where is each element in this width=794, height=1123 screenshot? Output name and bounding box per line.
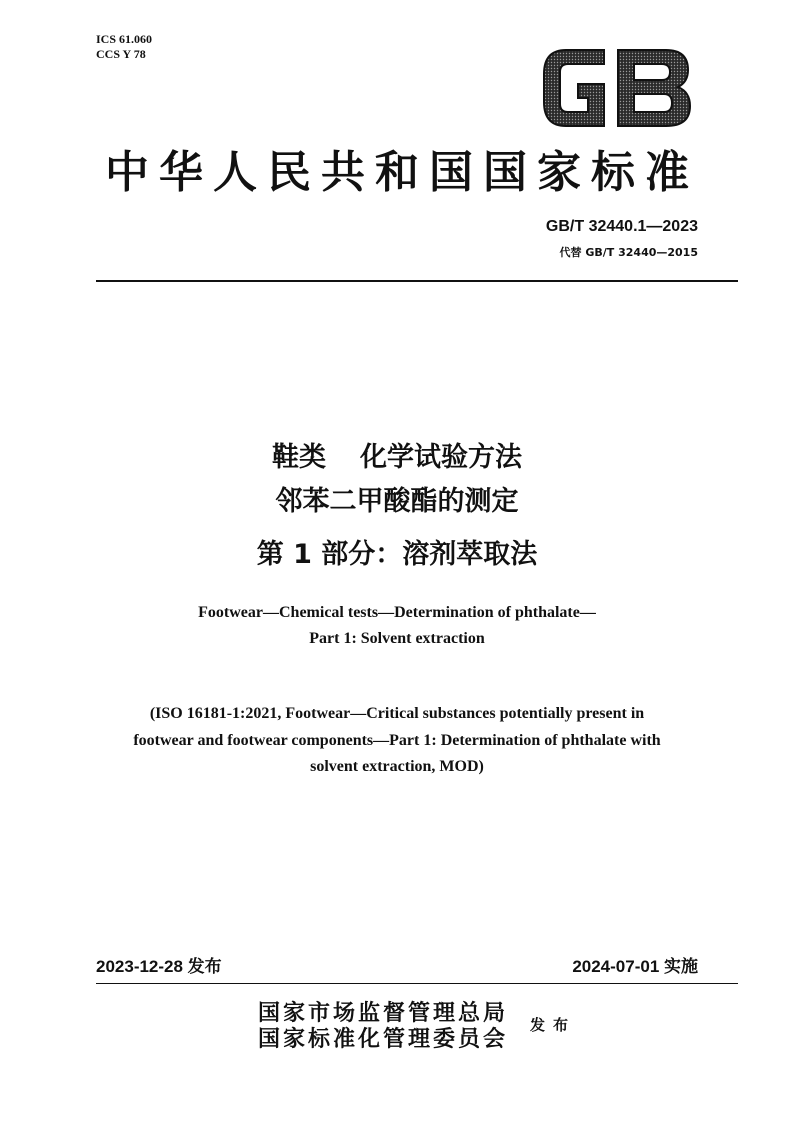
national-standard-title: 中华人民共和国国家标准 — [105, 147, 699, 198]
iso-reference-line-3: solvent extraction, MOD) — [310, 758, 484, 775]
footer-divider — [96, 983, 738, 984]
issue-verb: 发布 — [530, 1016, 577, 1034]
issuer-sac: 国家标准化管理委员会 — [258, 1026, 509, 1052]
classification-codes — [96, 32, 152, 62]
ics-code: ICS 61.060 — [96, 32, 153, 46]
chinese-title-line-2: 邻苯二甲酸酯的测定 — [275, 486, 519, 517]
chinese-title-method: 化学试验方法 — [360, 442, 522, 473]
issue-date: 2023-12-28 发布 — [96, 957, 222, 976]
issuer-samr: 国家市场监督管理总局 — [258, 1000, 509, 1026]
ccs-code: CCS Y 78 — [96, 47, 146, 61]
implementation-date: 2024-07-01 实施 — [572, 957, 698, 976]
chinese-title-line-1 — [0, 440, 794, 476]
header-divider — [96, 280, 738, 282]
english-title-line-1: Footwear—Chemical tests—Determination of phthalate— — [198, 604, 596, 621]
iso-reference-line-1: (ISO 16181-1:2021, Footwear—Critical substances potentially present in — [149, 705, 645, 722]
chinese-title-line-3: 第 1 部分：溶剂萃取法 — [256, 539, 538, 570]
gb-logo-icon — [538, 40, 696, 136]
english-title-line-2: Part 1: Solvent extraction — [309, 630, 485, 647]
chinese-title-category: 鞋类 — [272, 442, 326, 473]
standard-number: GB/T 32440.1—2023 — [545, 218, 698, 235]
iso-reference-line-2: footwear and footwear components—Part 1: Determination of phthalate with — [133, 732, 661, 749]
issuing-authorities — [258, 1000, 508, 1052]
replaced-standard: 代替 GB/T 32440—2015 — [559, 246, 698, 259]
